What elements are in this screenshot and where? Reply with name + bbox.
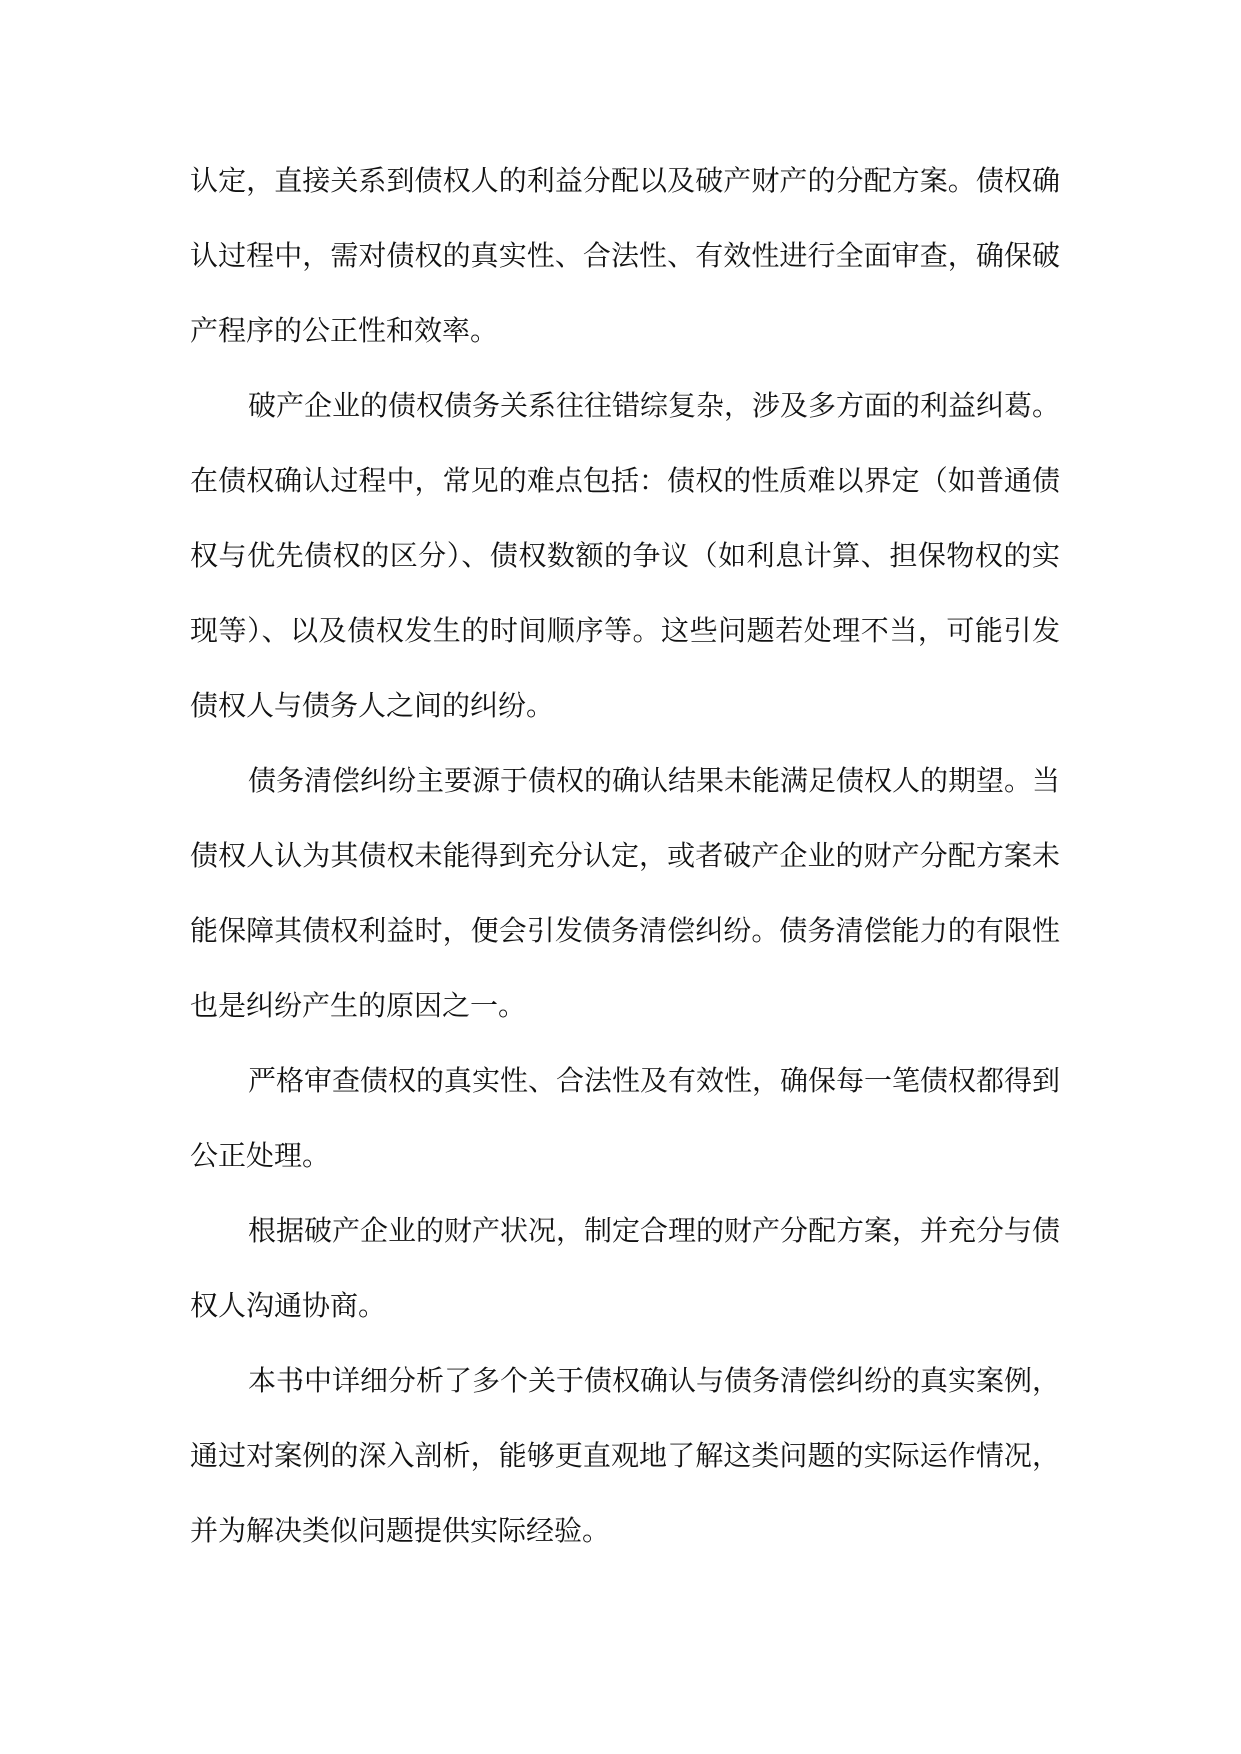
paragraph-5: 根据破产企业的财产状况，制定合理的财产分配方案，并充分与债权人沟通协商。: [190, 1214, 1061, 1322]
paragraph-6: 本书中详细分析了多个关于债权确认与债务清偿纠纷的真实案例，通过对案例的深入剖析，能够更直观地了解这类问题的实际运作情况，并为解决类似问题提供实际经验。: [190, 1364, 1061, 1547]
paragraph-3: 债务清偿纠纷主要源于债权的确认结果未能满足债权人的期望。当债权人认为其债权未能得到充分认定，或者破产企业的财产分配方案未能保障其债权利益时，便会引发债务清偿纠纷。债务清偿能力的有限性也是纠纷产生的原因之一。: [190, 764, 1061, 1022]
paragraph-2: 破产企业的债权债务关系往往错综复杂，涉及多方面的利益纠葛。在债权确认过程中，常见的难点包括：债权的性质难以界定（如普通债权与优先债权的区分）、债权数额的争议（如利息计算、担保物权的实现等）、以及债权发生的时间顺序等。这些问题若处理不当，可能引发债权人与债务人之间的纠纷。: [190, 389, 1061, 722]
body-text: [190, 143, 1060, 1568]
paragraph-1: 认定，直接关系到债权人的利益分配以及破产财产的分配方案。债权确认过程中，需对债权的真实性、合法性、有效性进行全面审查，确保破产程序的公正性和效率。: [190, 164, 1060, 347]
paragraph-4: 严格审查债权的真实性、合法性及有效性，确保每一笔债权都得到公正处理。: [190, 1064, 1061, 1172]
